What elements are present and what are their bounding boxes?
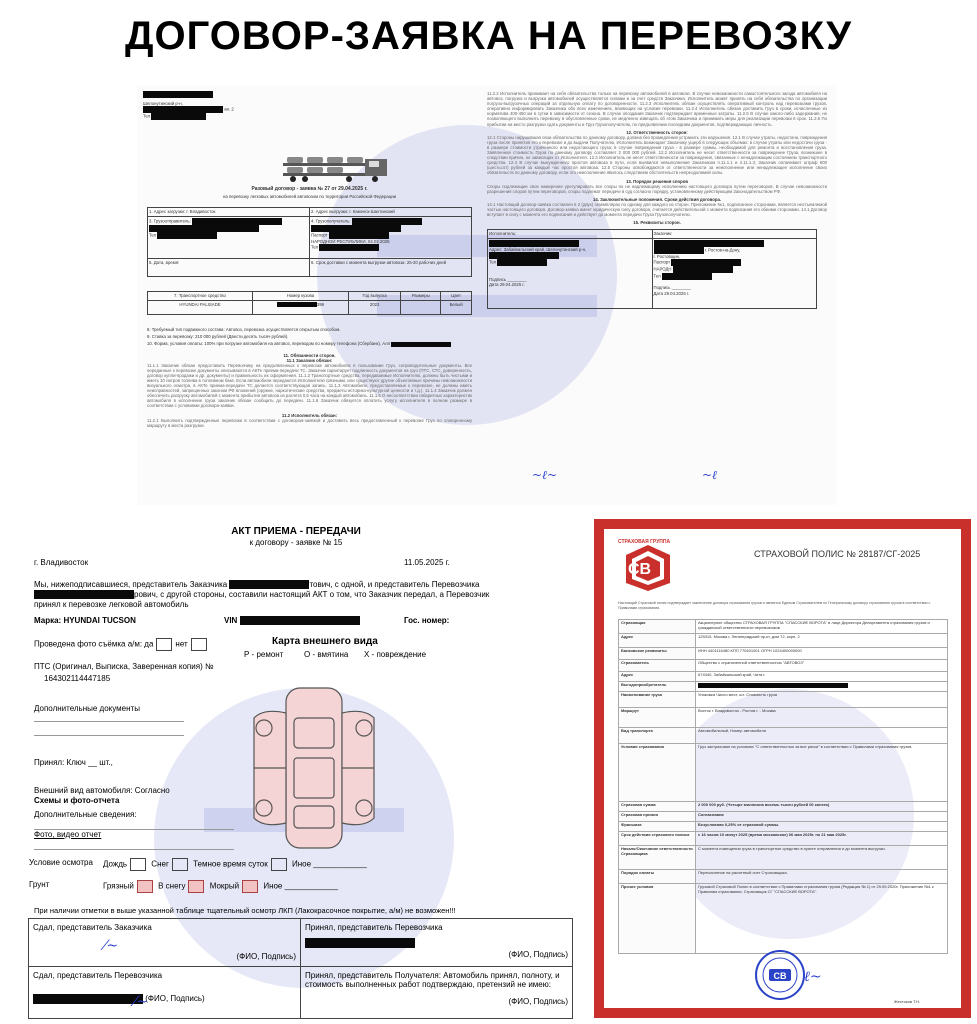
policy-row-label: Прочие условия	[619, 884, 696, 954]
photo-no: нет	[175, 639, 188, 649]
unload-address: 2. Адрес выгрузки: г. Каменск-Шахтинский	[311, 209, 395, 214]
redaction	[654, 240, 764, 247]
fio-label: (ФИО, Подпись)	[508, 950, 568, 959]
redaction	[497, 259, 547, 266]
signature: ~ℓ	[702, 468, 718, 482]
vehicle-head: Размеры	[401, 292, 441, 301]
item-9: 9. Ставка за перевозку: 210 000 рублей (Двести десять тысяч рублей).	[147, 334, 289, 340]
legend-repair: Р - ремонт	[244, 650, 284, 659]
cond-other: Иное	[291, 859, 312, 869]
fio-label: (ФИО, Подпись)	[508, 997, 568, 1006]
vehicle-table	[147, 291, 472, 315]
contract-table	[147, 207, 472, 277]
policy-row-value: Груз застрахован на условиях "С ответственностью за все риски" в соответствии с Правилами страхования грузов.	[696, 744, 948, 802]
passport-label: Паспорт	[311, 232, 328, 238]
policy-row-label: Страховая премия	[619, 812, 696, 822]
checkbox-wet[interactable]	[242, 880, 258, 893]
policy-row-label: Банковские реквизиты	[619, 648, 696, 660]
redaction	[157, 232, 217, 239]
policy-row-value: Акционерное общество СТРАХОВАЯ ГРУППА "СПАССКИЕ ВОРОТА" в лице Директора Департамента страхования грузов и гражданской ответственности перевозчиков	[696, 620, 948, 634]
act-subtitle: к договору - заявке № 15	[249, 538, 343, 547]
vehicle-head: Цвет	[441, 292, 472, 301]
dates-label: 5. Дата, время:	[149, 260, 180, 265]
photo-label: Проведена фото съёмка а/м: да	[34, 639, 154, 649]
contract-page-left	[143, 91, 476, 501]
cond-snow: Снег	[151, 859, 169, 869]
cb-logo-text: СВ	[628, 561, 652, 578]
pts-number: 164302114447185	[44, 674, 111, 683]
section-14: 14. Заключительные положения. Сроки действия договора.	[592, 196, 722, 202]
req-executor-addr: Адрес: Забайкальский край, Шелонутинский р-н,	[489, 247, 587, 253]
req-sign-label: Подпись	[653, 285, 671, 291]
act-intro: Мы, нижеподписавшиеся, представитель Заказчика	[34, 580, 228, 589]
term-label: 6. Срок доставки с момента выгрузки автовоза: 25-20 рабочих дней	[311, 260, 447, 265]
redaction	[34, 590, 134, 599]
req-executor: Исполнитель:	[488, 230, 653, 239]
right-text-3: Споры подлежащие свое намерение урегулировать все споры по не надлежащему исполнению настоящего договора путем переговоров. В случае невозможности разрешения споров путем переговоров, споры подлежат передаче в суд согласно порядку, установленному действующим Законодательством РФ.	[487, 183, 827, 194]
warning-text: При наличии отметки в выше указанной таблице тщательный осмотр ЛКП (Лакокрасочное покрытие, а/м) не возможен!!!	[34, 906, 456, 915]
sign-carrier2-label: Сдал, представитель Перевозчика	[33, 971, 163, 980]
dirt-wet: Мокрый	[209, 881, 240, 891]
contract-subtitle: на перевозку легковых автомобилей автовозом по территории Российской Федерации	[222, 194, 397, 199]
photo-video-label: Фото, видео отчет	[34, 830, 102, 839]
req-customer: Заказчик:	[652, 230, 817, 239]
company-stamp-icon	[754, 949, 806, 1001]
insurance-policy-panel	[594, 519, 971, 1018]
req-customer-tel: Тел	[653, 273, 661, 279]
policy-row-label: Срок действия страхового полиса	[619, 832, 696, 846]
section-15: 15. Реквизиты сторон.	[633, 220, 681, 226]
svg-text:СВ: СВ	[773, 971, 787, 981]
keys-label: Принял: Ключ __ шт.,	[34, 758, 113, 767]
redaction	[654, 247, 704, 254]
policy-row-label: Порядок оплаты	[619, 870, 696, 884]
vehicle-head: 7. Транспортное средство	[148, 292, 253, 301]
act-intro: тович, с одной, и представитель Перевозчика	[309, 580, 480, 589]
sender-tel-label: Тел	[143, 113, 151, 119]
redaction	[143, 106, 223, 113]
redaction	[192, 218, 282, 225]
req-date: Дата 29.04.2025 г.	[653, 290, 690, 296]
policy-row-value: Перечисление на расчетный счет Страховщика.	[696, 870, 948, 884]
checkbox-dark[interactable]	[271, 858, 287, 871]
right-text-4: 14.1 Настоящий договор-заявка составлен в 2 (двух) экземплярах по одному для каждого из сторон. Приложение №1, подписанное сторонами, является неотъемлемой частью настоящего договора. Договор-заявка имеет юридическую силу договора, считается действительной с момента подписания его обеими сторонами. 14.1 Договор вступает в силу с момента его подписания и действует до момента передачи Груза Грузополучателю.	[487, 201, 827, 218]
item-8: 8. Требуемый тип подвижного состава: Автовоз, перевозка осуществляется открытым способом.	[147, 327, 341, 332]
map-title: Карта внешнего вида	[272, 636, 378, 647]
redaction	[489, 240, 579, 247]
vehicle-body: 399	[316, 302, 325, 307]
req-sign-label: Подпись	[489, 276, 507, 282]
policy-row-label: Адрес	[619, 634, 696, 648]
sender-addr-line: Шелонутинский р-н,	[143, 101, 183, 106]
sign-customer-label: Сдал, представитель Заказчика	[33, 923, 152, 932]
redaction	[240, 616, 360, 625]
checkbox-no[interactable]	[191, 638, 207, 651]
cond-label: Условие осмотра	[29, 858, 93, 867]
policy-row-value: Упаковка Число мест, шт. Стоимость груза	[696, 692, 948, 708]
load-address: 1. Адрес загрузки: г. Владивосток	[149, 209, 216, 214]
redaction	[698, 683, 848, 688]
section-11-1: 11.1 Заказчик обязан:	[286, 357, 333, 363]
req-executor-tel: Тел	[489, 259, 497, 265]
redaction	[391, 342, 451, 347]
policy-row-value: 674340, Забайкальский край, Чита г.	[696, 672, 948, 682]
req-customer-nar: НАРОДН	[653, 266, 672, 272]
sign-receiver-label: Принял, представитель Получателя: Автомобиль принял, полноту, и стоимость выполненных работ подтверждаю, претензий не имею:	[305, 971, 560, 989]
policy-row-label: Наименование груза	[619, 692, 696, 708]
contract-panel	[137, 85, 837, 505]
policy-row-value: Грузовой Страховой Полис в соответствии с Правилами страхования грузов (Редакция № 1) от 29.09.2020г. Приложение №1 к Правилам страхования. Страховщик СГ "СПАССКИЕ ВОРОТА".	[696, 884, 948, 954]
policy-table	[618, 619, 948, 954]
redaction	[329, 232, 389, 239]
legend-dent: О - вмятина	[304, 650, 349, 659]
pts-label: ПТС (Оригинал, Выписка, Заверенная копия) №	[34, 662, 214, 671]
cond-dark: Темное время суток	[193, 859, 268, 869]
act-city: г. Владивосток	[34, 558, 89, 567]
vehicle-brand: Марка: HYUNDAI TUCSON	[34, 616, 136, 625]
policy-signer: Жестоков Т.Н.	[894, 999, 921, 1004]
checkbox-snowy[interactable]	[188, 880, 204, 893]
dirt-other: Иное	[263, 881, 283, 891]
checkbox-dirty[interactable]	[137, 880, 153, 893]
extra-label: Дополнительные сведения:	[34, 810, 137, 819]
policy-row-value: Восток г. Владивосток - Ростов г. - Москва	[696, 708, 948, 728]
act-intro: рович, с другой стороны, составили настоящий АКТ о том, что Заказчик передал, а Перевозчик	[134, 590, 490, 599]
contract-body-text: 11.1.1 Заказчик обязан предоставить Перевозчику на предъявленных к перевозке автомобилях в пользование Груз, сопроводительные документы. Все переданные к перевозке документы описываются в АКТе приема-передачи ТС. Заказчик гарантирует подлинность документов на груз (ПТС, СТС, доверенность, договор купли-продажи и др. документы) и правильность их оформления. 11.1.2 Транспортные средства, передаваемые Исполнителю, должны быть чистыми и иметь 10 литров топлива в топливном баке. Если автомобили передаются Исполнителю грязными, или существуют другие объективные причины невозможности визуального осмотра, в АКТе приема-передачи ТС делается соответствующая запись. 11.1.3 Автомобили, предоставляемые к перевозке, не должны иметь неисправностей, запрещенных законом РФ вложений (оружие, наркотические средства, предметы историко-культурной ценности и т.д.). 11.1.4 Заказчик должен обеспечить разгрузку автомобилей с момента прибытия автовоза из расчета 0,5 часа на каждый автомобиль. 11.1.5 О несоответствии габаритных характеристик автомобиля в исполнение груза заказчик обязан сообщить до передачи. 11.1.6 Заказчик обязуется оплатить услугу исполнителя в полном размере в соответствии с условиями договора-заявки.	[147, 362, 472, 409]
policy-row-value: Общество с ограниченной ответственностью "АВТОВОЗ"	[696, 660, 948, 672]
signature: ~ℓ~	[532, 468, 558, 482]
policy-row-value: с 16 часов 10 минут 2025 (время московское) 06 мая 2025г. по 21 мая 2025г.	[696, 832, 948, 846]
policy-row-value: Безусловная 0,25% от страховой суммы.	[696, 822, 948, 832]
checkbox-yes[interactable]	[156, 638, 172, 651]
legend-damage: Х - повреждение	[364, 650, 427, 659]
redaction	[489, 252, 559, 259]
contract-title: Разовый договор - заявка № 27 от 29.04.2025 г.	[251, 186, 368, 192]
redaction	[151, 113, 206, 120]
docs-label: Дополнительные документы	[34, 704, 140, 713]
policy-row-label: Начало/Окончание ответственности Страховщика	[619, 846, 696, 870]
req-customer-addr2: г. Ростовщин,	[653, 254, 681, 260]
policy-intro: Настоящий Страховой полис подтверждает заключение договора страхования грузов и является Единым Страхователем по Генеральному договору страхования грузов в соответствии с Правилами страхования.	[618, 601, 931, 610]
sender-addr-line: ан. 2	[224, 106, 234, 112]
receiver-label: 4. Грузополучатель:	[311, 218, 351, 224]
policy-row-label: Страхователь	[619, 660, 696, 672]
conditions-table: Условие осмотра Дождь Снег Темное время суток Иное ____________ Грунт Грязный В снегу Мокрый Иное ____________	[28, 854, 573, 898]
item-10: 10. Форма, условия оплаты: 100% при погрузке автомобиля на автовоз, переводом по номеру телефона (Сбербанк), Алл	[147, 341, 391, 347]
redaction	[305, 938, 415, 948]
checkbox-snow[interactable]	[172, 858, 188, 871]
fio-label: (ФИО, Подпись)	[236, 952, 296, 961]
redaction	[311, 225, 401, 232]
sign-carrier-label: Принял, представитель Перевозчика	[305, 923, 443, 932]
right-text-1: 11.2.2 Исполнитель принимает на себя обязательства только на перевозку автомобилей в автовозе. В случае невозможности самостоятельного заезда автомобиля на автовоз, погрузка и выгрузка автомобилей осуществляется силами и за счет средств Заказчика. Исполнитель может принять на себя обязательства по организации погрузо-выгрузочных операций за отдельную оплату по договоренности. 11.2.3 Исполнитель обязан осуществлять оперативный контроль над перевозками грузов, оперативно информировать Заказчика обо всех изменениях, влияющих на условия перевозки. 11.2.4 Исполнитель обязан доставить Груз в сроки, исчисленные из норматива 400-450 км в сутки в зависимости от сезона. В случае опоздания Заказчик подтверждает временные затраты. 11.2.5 В случае какого-либо задержания, не позволяющего выполнить перевозку в обусловленные сроки, не медленно извещать об этом Заказчика и принимать меры для реализации перевозки в срок. 11.2.6 По прибытии на место разгрузки сдать документы и Груз Грузополучателю, по предъявлении последним документов, подтверждающих личность.	[487, 91, 827, 127]
policy-row-label: Адрес	[619, 672, 696, 682]
req-customer-passport: Паспорт	[653, 259, 671, 265]
policy-row-value: 125315, Москва г, Ленинградский пр-кт, дом 72, корп. 2	[696, 634, 948, 648]
policy-row-label: Страховая сумма	[619, 802, 696, 812]
dirt-label: Грунт	[29, 880, 50, 889]
req-customer-addr: г. Ростов-на-Дону,	[704, 247, 741, 253]
right-text-2: 12.1 Стороны нарушившая свои обязательства по данному договору, должна без промедления устранить эти нарушения. 12.1 В случае утраты, недостачи, повреждения груза после принятия его к перевозке и до выдачи Получателю, Исполнитель возмещает Заказчику ущерб в следующих объемах: в случае утраты или недостачи груза - в размере стоимости утраченного или недостающего груза; в случае повреждения груза - в размере суммы, необходимой для ремонта и восстановления груза. Заявленная стоимость Груза по данному договору составляет 2 000 000 рублей. 12.2 Исполнитель не несет ответственности за повреждение Груза, возникшее в следствии причин, не зависящих от Исполнителя. 12.3 Исполнитель не несет ответственности за повреждения, связанные с ненадлежащим состоянием транспортного средства. 12.4 В случае вынужденного простоя автовоза в пути, если выявился невыполнение Заказчиком п.11.1.1 и п.11.1.3, Заказчик оплачивает штраф 600 (шестьсот) рублей за каждый час простоя автовоза. 12.5 Стороны освобождаются от ответственности за неисполнение или ненадлежащее исполнение своих обязательств по данному договору, если это неисполнение явилось следствием обстоятельств непреодолимой силы.	[487, 134, 827, 176]
act-panel	[4, 518, 588, 1022]
insurance-policy-inner	[604, 529, 961, 1008]
section-12: 12. Ответственность сторон:	[626, 129, 688, 135]
policy-row-label: Условия страхования	[619, 744, 696, 802]
section-13: 13. Порядок решения споров	[625, 178, 689, 184]
redaction	[149, 225, 259, 232]
vehicle-year: 2022	[348, 301, 400, 315]
receiver-tel: Тел	[311, 244, 319, 250]
policy-row-value: ИНН 4401116480 КПП 770401001 ОГРН 1024400000000	[696, 648, 948, 660]
policy-row-label: Вид транспорта	[619, 728, 696, 744]
view-label: Внешний вид автомобиля: Согласно	[34, 786, 170, 795]
fio-label: (ФИО, Подпись)	[145, 994, 205, 1004]
act-intro: принял к перевозке легковой автомобиль	[34, 600, 189, 609]
policy-row-value: Согласована	[696, 812, 948, 822]
act-date: 11.05.2025 г.	[404, 558, 450, 567]
plate-label: Гос. номер:	[404, 616, 450, 625]
passport-value: НАРОДНОЙ РЕСПУБЛИКИ, 04.02.2025	[311, 239, 390, 244]
redaction	[229, 580, 309, 589]
redaction	[33, 994, 143, 1004]
dirt-dirty: Грязный	[103, 881, 134, 891]
vehicle-head: Номер кузова	[252, 292, 348, 301]
vin-label: VIN	[224, 616, 238, 625]
signature: ℓ~	[804, 969, 822, 985]
policy-row-label: Выгодоприобретатель	[619, 682, 696, 692]
signature: ⁄~	[104, 938, 119, 954]
policy-row-value: Автомобильный, Номер автомобиля	[696, 728, 948, 744]
signature: ⁄~	[134, 994, 149, 1010]
contract-page-right	[487, 91, 827, 501]
policy-row-label: Страховщик	[619, 620, 696, 634]
car-carrier-icon	[275, 149, 395, 183]
checkbox-rain[interactable]	[130, 858, 146, 871]
vehicle-color: Белый	[441, 301, 472, 315]
act-title: АКТ ПРИЕМА - ПЕРЕДАЧИ	[231, 526, 361, 537]
policy-row-label: Маршрут	[619, 708, 696, 728]
section-11-2: 11.2 Исполнитель обязан:	[281, 412, 338, 418]
vehicle-head: Год выпуска	[348, 292, 400, 301]
policy-row-label: Франшиза	[619, 822, 696, 832]
sender-label: 3. Грузоотправитель:	[149, 218, 191, 224]
view-label2: Схемы и фото-отчета	[34, 796, 120, 805]
cond-rain: Дождь	[103, 859, 128, 869]
redaction	[277, 302, 317, 307]
signatures-table	[28, 918, 573, 1019]
contract-body-text2: 11.2.1 Выполнить подтвержденные перевозки в соответствии с договором-заявкой и доставить весь предоставленный к перевозке Груз по оговоренному маршруту в места разгрузки.	[147, 417, 472, 428]
headline: ДОГОВОР-ЗАЯВКА НА ПЕРЕВОЗКУ	[125, 14, 852, 58]
policy-row-value: 2 000 000 руб. (Четыре миллиона восемь тысяч рублей 00 копеек)	[696, 802, 948, 812]
car-diagram-icon	[244, 678, 384, 858]
requisites-table: Исполнитель: Заказчик: Адрес: Забайкальский край, Шелонутинский р-н, Тел Подпись ________ Дата 29.04.2025 г. г. Ростов-на-Дону, г. Ростовщин, Паспорт НАРОДН Тел Подпись ________ Дата 29.04.2025 г.	[487, 229, 817, 309]
redaction	[352, 218, 422, 225]
redaction	[143, 91, 213, 98]
redaction	[662, 273, 712, 280]
sender-tel: Тел	[149, 232, 157, 238]
vehicle-model: HYUNDAI PALISADE	[148, 301, 253, 315]
section-11: 11. Обязанности сторон.	[283, 352, 336, 358]
redaction	[319, 244, 379, 251]
dirt-snow: В снегу	[158, 881, 186, 891]
policy-row-value: С момента помещения груза в транспортное средство в пункте отправления и до момента выгрузки.	[696, 846, 948, 870]
redaction	[673, 266, 733, 273]
policy-brand: СТРАХОВАЯ ГРУППА	[618, 539, 671, 545]
req-date: Дата 29.04.2025 г.	[489, 281, 525, 287]
policy-title: СТРАХОВОЙ ПОЛИС № 28187/СГ-2025	[754, 549, 921, 559]
redaction	[671, 259, 741, 266]
